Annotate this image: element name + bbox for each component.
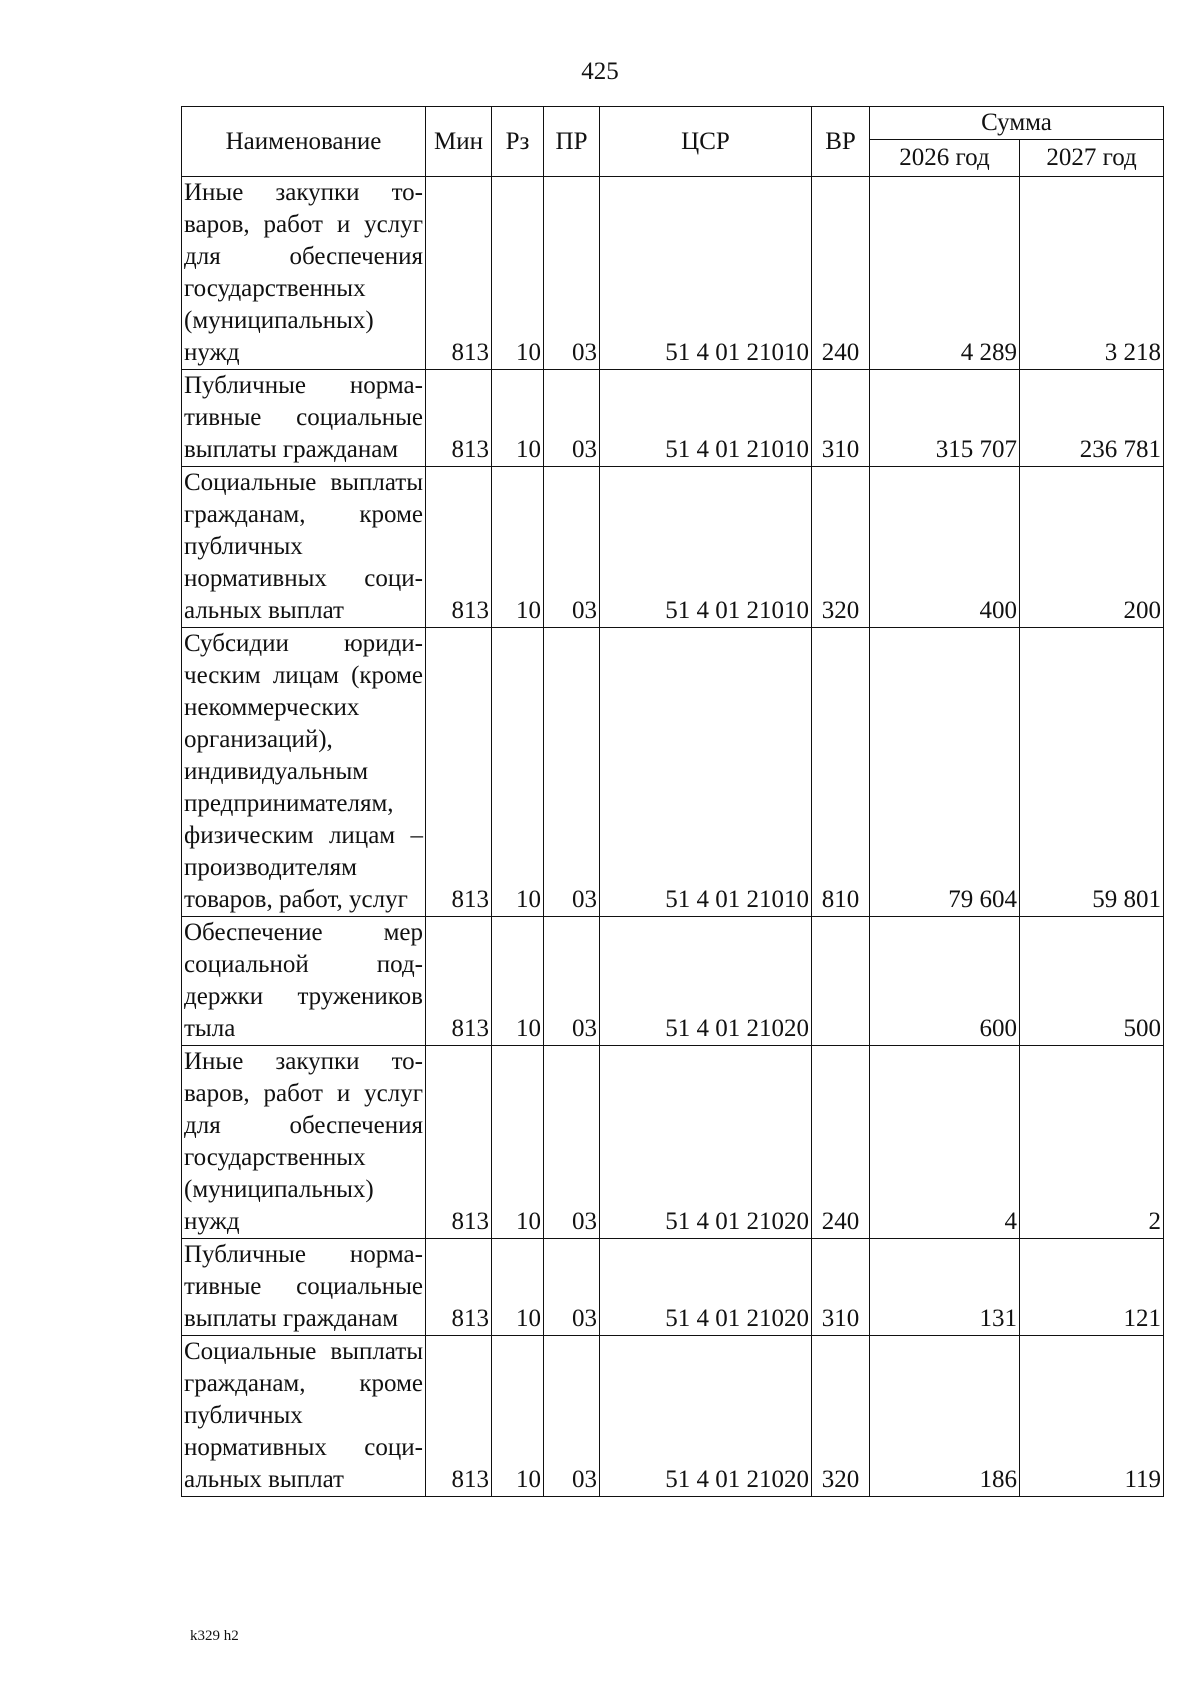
table-row	[182, 467, 1164, 628]
cell-pr: 03	[544, 917, 600, 1046]
cell-2026: 4 289	[870, 177, 1020, 370]
cell-vr: 240	[812, 177, 870, 370]
header-rz: Рз	[492, 107, 544, 177]
cell-rz: 10	[492, 467, 544, 628]
cell-csr: 51 4 01 21010	[600, 177, 812, 370]
header-csr: ЦСР	[600, 107, 812, 177]
header-pr: ПР	[544, 107, 600, 177]
cell-csr: 51 4 01 21020	[600, 917, 812, 1046]
cell-2027: 2	[1020, 1046, 1164, 1239]
cell-2027: 59 801	[1020, 628, 1164, 917]
cell-min: 813	[426, 628, 492, 917]
cell-pr: 03	[544, 370, 600, 467]
cell-min: 813	[426, 370, 492, 467]
cell-2027: 200	[1020, 467, 1164, 628]
cell-vr	[812, 917, 870, 1046]
cell-rz: 10	[492, 1239, 544, 1336]
cell-csr: 51 4 01 21010	[600, 467, 812, 628]
cell-name: Субсидии юридическим лицам (кроме некоммерческих организаций), индивидуальным предпринимателям, физическим лицам – производителям товаров, работ, услуг	[182, 628, 426, 917]
cell-vr: 310	[812, 1239, 870, 1336]
cell-csr: 51 4 01 21020	[600, 1336, 812, 1497]
header-year-2026: 2026 год	[870, 140, 1020, 177]
cell-vr: 810	[812, 628, 870, 917]
cell-csr: 51 4 01 21020	[600, 1239, 812, 1336]
cell-pr: 03	[544, 1239, 600, 1336]
cell-min: 813	[426, 177, 492, 370]
cell-name: Социальные выплаты гражданам, кроме публичных нормативных социальных выплат	[182, 1336, 426, 1497]
cell-min: 813	[426, 1239, 492, 1336]
header-min: Мин	[426, 107, 492, 177]
table-row	[182, 370, 1164, 467]
cell-pr: 03	[544, 628, 600, 917]
cell-pr: 03	[544, 1336, 600, 1497]
cell-name: Обеспечение мер социальной поддержки тружеников тыла	[182, 917, 426, 1046]
cell-2027: 500	[1020, 917, 1164, 1046]
cell-csr: 51 4 01 21020	[600, 1046, 812, 1239]
footer-code: k329 h2	[190, 1628, 239, 1644]
cell-min: 813	[426, 1046, 492, 1239]
cell-rz: 10	[492, 177, 544, 370]
table-row	[182, 628, 1164, 917]
cell-2027: 121	[1020, 1239, 1164, 1336]
cell-rz: 10	[492, 1336, 544, 1497]
cell-vr: 310	[812, 370, 870, 467]
cell-min: 813	[426, 467, 492, 628]
cell-vr: 320	[812, 1336, 870, 1497]
table-row	[182, 917, 1164, 1046]
cell-2027: 236 781	[1020, 370, 1164, 467]
cell-pr: 03	[544, 467, 600, 628]
cell-name: Иные закупки товаров, работ и услуг для обеспечения государственных (муниципальных) нужд	[182, 177, 426, 370]
cell-csr: 51 4 01 21010	[600, 370, 812, 467]
cell-csr: 51 4 01 21010	[600, 628, 812, 917]
cell-2027: 3 218	[1020, 177, 1164, 370]
cell-name: Публичные нормативные социальные выплаты гражданам	[182, 1239, 426, 1336]
cell-pr: 03	[544, 177, 600, 370]
cell-rz: 10	[492, 917, 544, 1046]
cell-vr: 240	[812, 1046, 870, 1239]
page-number: 425	[581, 58, 619, 85]
budget-table	[181, 106, 1164, 1497]
cell-2026: 79 604	[870, 628, 1020, 917]
cell-2026: 131	[870, 1239, 1020, 1336]
header-year-2027: 2027 год	[1020, 140, 1164, 177]
table-row	[182, 1239, 1164, 1336]
table-row	[182, 177, 1164, 370]
cell-2026: 600	[870, 917, 1020, 1046]
header-sum: Сумма	[870, 107, 1164, 140]
cell-2026: 315 707	[870, 370, 1020, 467]
cell-min: 813	[426, 917, 492, 1046]
cell-pr: 03	[544, 1046, 600, 1239]
table-body	[182, 177, 1164, 1497]
cell-2027: 119	[1020, 1336, 1164, 1497]
header-name: Наименование	[182, 107, 426, 177]
cell-name: Иные закупки товаров, работ и услуг для обеспечения государственных (муниципальных) нужд	[182, 1046, 426, 1239]
cell-vr: 320	[812, 467, 870, 628]
header-vr: ВР	[812, 107, 870, 177]
cell-rz: 10	[492, 370, 544, 467]
cell-name: Публичные нормативные социальные выплаты гражданам	[182, 370, 426, 467]
cell-rz: 10	[492, 628, 544, 917]
cell-2026: 400	[870, 467, 1020, 628]
cell-2026: 186	[870, 1336, 1020, 1497]
cell-name: Социальные выплаты гражданам, кроме публичных нормативных социальных выплат	[182, 467, 426, 628]
cell-2026: 4	[870, 1046, 1020, 1239]
cell-rz: 10	[492, 1046, 544, 1239]
table-row	[182, 1336, 1164, 1497]
cell-min: 813	[426, 1336, 492, 1497]
table-row	[182, 1046, 1164, 1239]
